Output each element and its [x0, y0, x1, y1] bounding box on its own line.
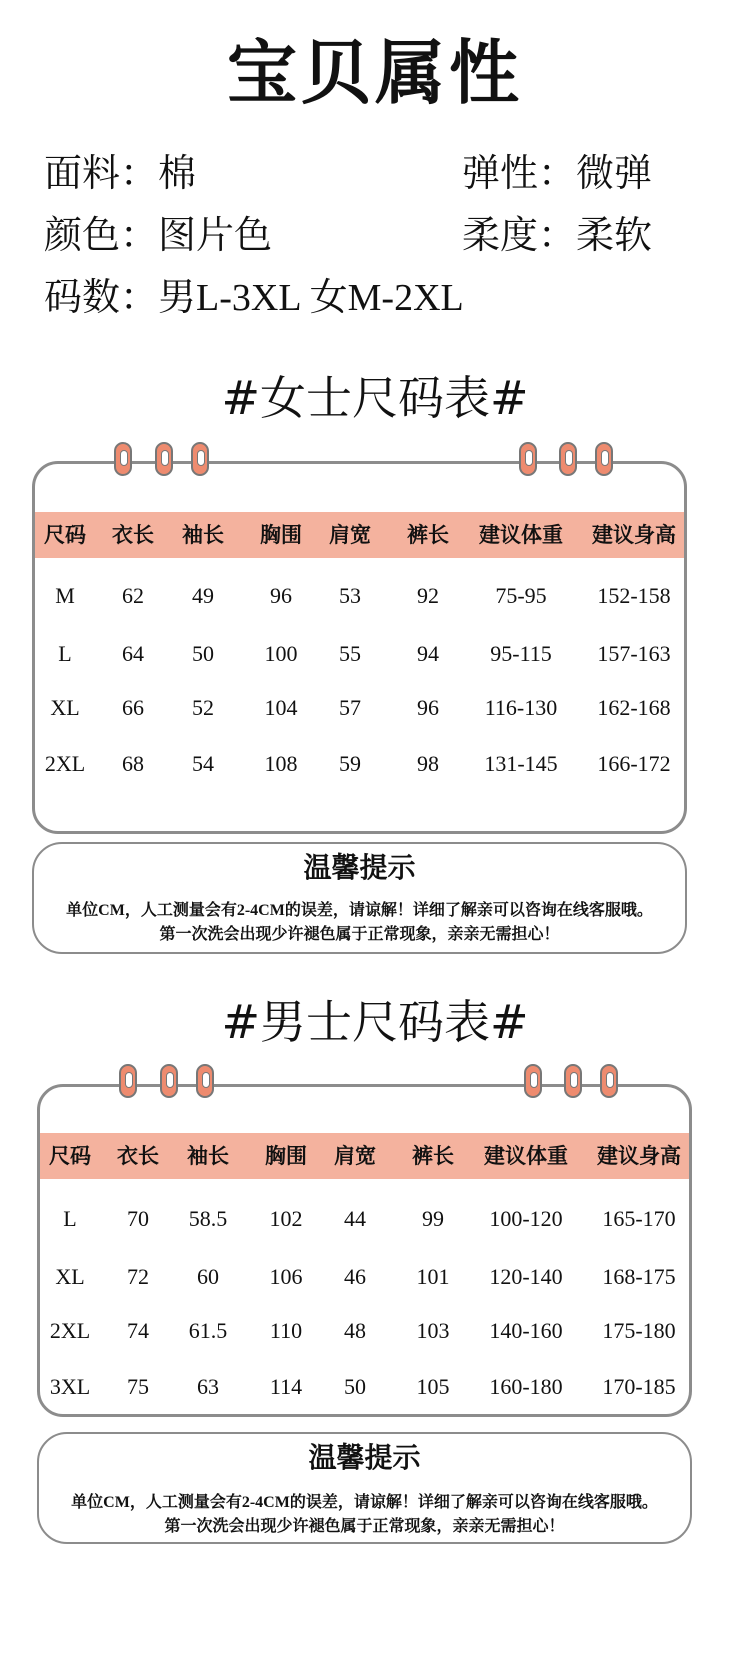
attr-sizes-value: 男L-3XL 女M-2XL	[158, 277, 464, 319]
men-table-cell: 74	[127, 1318, 149, 1343]
men-table-cell: 100-120	[489, 1206, 563, 1231]
women-table-cell: 116-130	[484, 695, 558, 720]
women-tips-line-1: 单位CM，人工测量会有2-4CM的误差，请谅解！详细了解亲可以咨询在线客服哦。	[66, 902, 653, 919]
men-header-cell: 肩宽	[334, 1144, 376, 1168]
men-table-cell: 63	[197, 1374, 219, 1399]
women-table-cell: 64	[122, 641, 144, 666]
men-section-title: #男士尺码表#	[221, 995, 529, 1049]
binder-ring-icon	[524, 1064, 542, 1098]
men-header-cell: 袖长	[187, 1144, 229, 1168]
women-table-cell: 57	[339, 695, 361, 720]
women-table-cell: 96	[417, 695, 439, 720]
binder-ring-icon	[564, 1064, 582, 1098]
men-table-cell: 165-170	[602, 1206, 676, 1231]
binder-ring-icon	[155, 442, 173, 476]
men-table-cell: 70	[127, 1206, 149, 1231]
women-table-cell: 49	[192, 583, 214, 608]
men-tips-line-1: 单位CM，人工测量会有2-4CM的误差，请谅解！详细了解亲可以咨询在线客服哦。	[71, 1494, 658, 1511]
men-size-card	[37, 1084, 692, 1417]
binder-ring-icon	[119, 1064, 137, 1098]
attr-sizes-label: 码数：	[44, 277, 159, 319]
attr-sizes	[44, 274, 464, 322]
men-table-cell: 2XL	[49, 1318, 91, 1343]
binder-ring-icon	[519, 442, 537, 476]
men-tips-box	[37, 1432, 692, 1544]
men-table-cell: L	[63, 1206, 77, 1231]
men-table-cell: 44	[344, 1206, 366, 1231]
men-table-cell: 61.5	[188, 1318, 228, 1343]
women-table-cell: 95-115	[490, 641, 552, 666]
women-tips-title: 温馨提示	[303, 853, 416, 884]
attr-color-label: 颜色：	[44, 215, 159, 257]
women-table-cell: 157-163	[597, 641, 671, 666]
women-table-cell: XL	[50, 695, 80, 720]
men-table-cell: 160-180	[489, 1374, 563, 1399]
men-table-cell: 103	[416, 1318, 450, 1343]
women-header-cell: 衣长	[112, 523, 154, 547]
women-table-cell: 54	[192, 751, 214, 776]
women-table-cell: 162-168	[597, 695, 671, 720]
men-table-cell: 114	[269, 1374, 303, 1399]
women-size-card	[32, 461, 687, 834]
men-table-cell: XL	[55, 1264, 85, 1289]
women-table-cell: 75-95	[495, 583, 547, 608]
women-table-cell: 50	[192, 641, 214, 666]
women-table-cell: 108	[264, 751, 298, 776]
women-table-cell: 92	[417, 583, 439, 608]
women-table-cell: 55	[339, 641, 361, 666]
men-table-cell: 102	[269, 1206, 303, 1231]
men-table-cell: 50	[344, 1374, 366, 1399]
men-table-cell: 48	[344, 1318, 366, 1343]
men-table-cell: 58.5	[188, 1206, 228, 1231]
women-table-cell: 166-172	[597, 751, 671, 776]
women-table-cell: 94	[417, 641, 439, 666]
men-header-cell: 尺码	[49, 1144, 91, 1168]
men-header-cell: 建议身高	[597, 1144, 681, 1168]
women-header-cell: 建议身高	[592, 523, 676, 547]
men-header-cell: 衣长	[117, 1144, 159, 1168]
attr-fabric-label: 面料：	[44, 153, 159, 195]
men-table-cell: 75	[127, 1374, 149, 1399]
men-header-cell: 建议体重	[484, 1144, 568, 1168]
men-table-cell: 120-140	[489, 1264, 563, 1289]
men-table-cell: 60	[197, 1264, 219, 1289]
women-section-title: #女士尺码表#	[221, 371, 529, 425]
women-table-cell: 52	[192, 695, 214, 720]
women-header-cell: 裤长	[407, 523, 449, 547]
women-table-cell: 68	[122, 751, 144, 776]
binder-ring-icon	[595, 442, 613, 476]
men-tips-title: 温馨提示	[308, 1443, 421, 1474]
attr-softness-label: 柔度：	[462, 215, 577, 257]
binder-ring-icon	[191, 442, 209, 476]
men-tips-line-2: 第一次洗会出现少许褪色属于正常现象，亲亲无需担心！	[164, 1518, 565, 1535]
attr-fabric	[44, 150, 196, 198]
attr-elasticity-label: 弹性：	[462, 153, 577, 195]
women-table-cell: 53	[339, 583, 361, 608]
men-table-cell: 175-180	[602, 1318, 676, 1343]
women-tips-line-2: 第一次洗会出现少许褪色属于正常现象，亲亲无需担心！	[159, 926, 560, 943]
men-table-cell: 46	[344, 1264, 366, 1289]
binder-ring-icon	[559, 442, 577, 476]
women-table-cell: 66	[122, 695, 144, 720]
women-table-cell: 131-145	[484, 751, 558, 776]
women-table-cell: M	[55, 583, 75, 608]
men-table-cell: 168-175	[602, 1264, 676, 1289]
women-table-cell: 2XL	[44, 751, 86, 776]
men-table-cell: 170-185	[602, 1374, 676, 1399]
attr-color	[44, 212, 272, 260]
women-table-cell: 152-158	[597, 583, 671, 608]
women-header-cell: 肩宽	[329, 523, 371, 547]
men-table-cell: 140-160	[489, 1318, 563, 1343]
men-table-cell: 3XL	[49, 1374, 91, 1399]
women-table-cell: 59	[339, 751, 361, 776]
attr-elasticity-value: 微弹	[576, 153, 653, 195]
men-table-cell: 105	[416, 1374, 450, 1399]
men-table-cell: 110	[269, 1318, 303, 1343]
men-table-cell: 101	[416, 1264, 450, 1289]
women-table-cell: 62	[122, 583, 144, 608]
women-table-cell: 104	[264, 695, 298, 720]
attr-softness-value: 柔软	[576, 215, 653, 257]
binder-ring-icon	[160, 1064, 178, 1098]
men-table-cell: 72	[127, 1264, 149, 1289]
women-header-cell: 袖长	[182, 523, 224, 547]
women-table-cell: L	[58, 641, 72, 666]
attr-fabric-value: 棉	[158, 153, 197, 195]
men-header-cell: 裤长	[412, 1144, 454, 1168]
attr-elasticity	[462, 150, 652, 198]
men-table-cell: 99	[422, 1206, 444, 1231]
women-tips-box	[32, 842, 687, 954]
binder-ring-icon	[196, 1064, 214, 1098]
women-header-cell: 建议体重	[479, 523, 563, 547]
women-table-cell: 100	[264, 641, 298, 666]
men-table-cell: 106	[269, 1264, 303, 1289]
men-header-cell: 胸围	[265, 1144, 307, 1168]
women-header-cell: 胸围	[260, 523, 302, 547]
women-header-cell: 尺码	[44, 523, 86, 547]
binder-ring-icon	[114, 442, 132, 476]
page-title: 宝贝属性	[227, 32, 523, 114]
women-table-cell: 98	[417, 751, 439, 776]
binder-ring-icon	[600, 1064, 618, 1098]
women-table-cell: 96	[270, 583, 292, 608]
attr-softness	[462, 212, 652, 260]
attr-color-value: 图片色	[158, 215, 273, 257]
